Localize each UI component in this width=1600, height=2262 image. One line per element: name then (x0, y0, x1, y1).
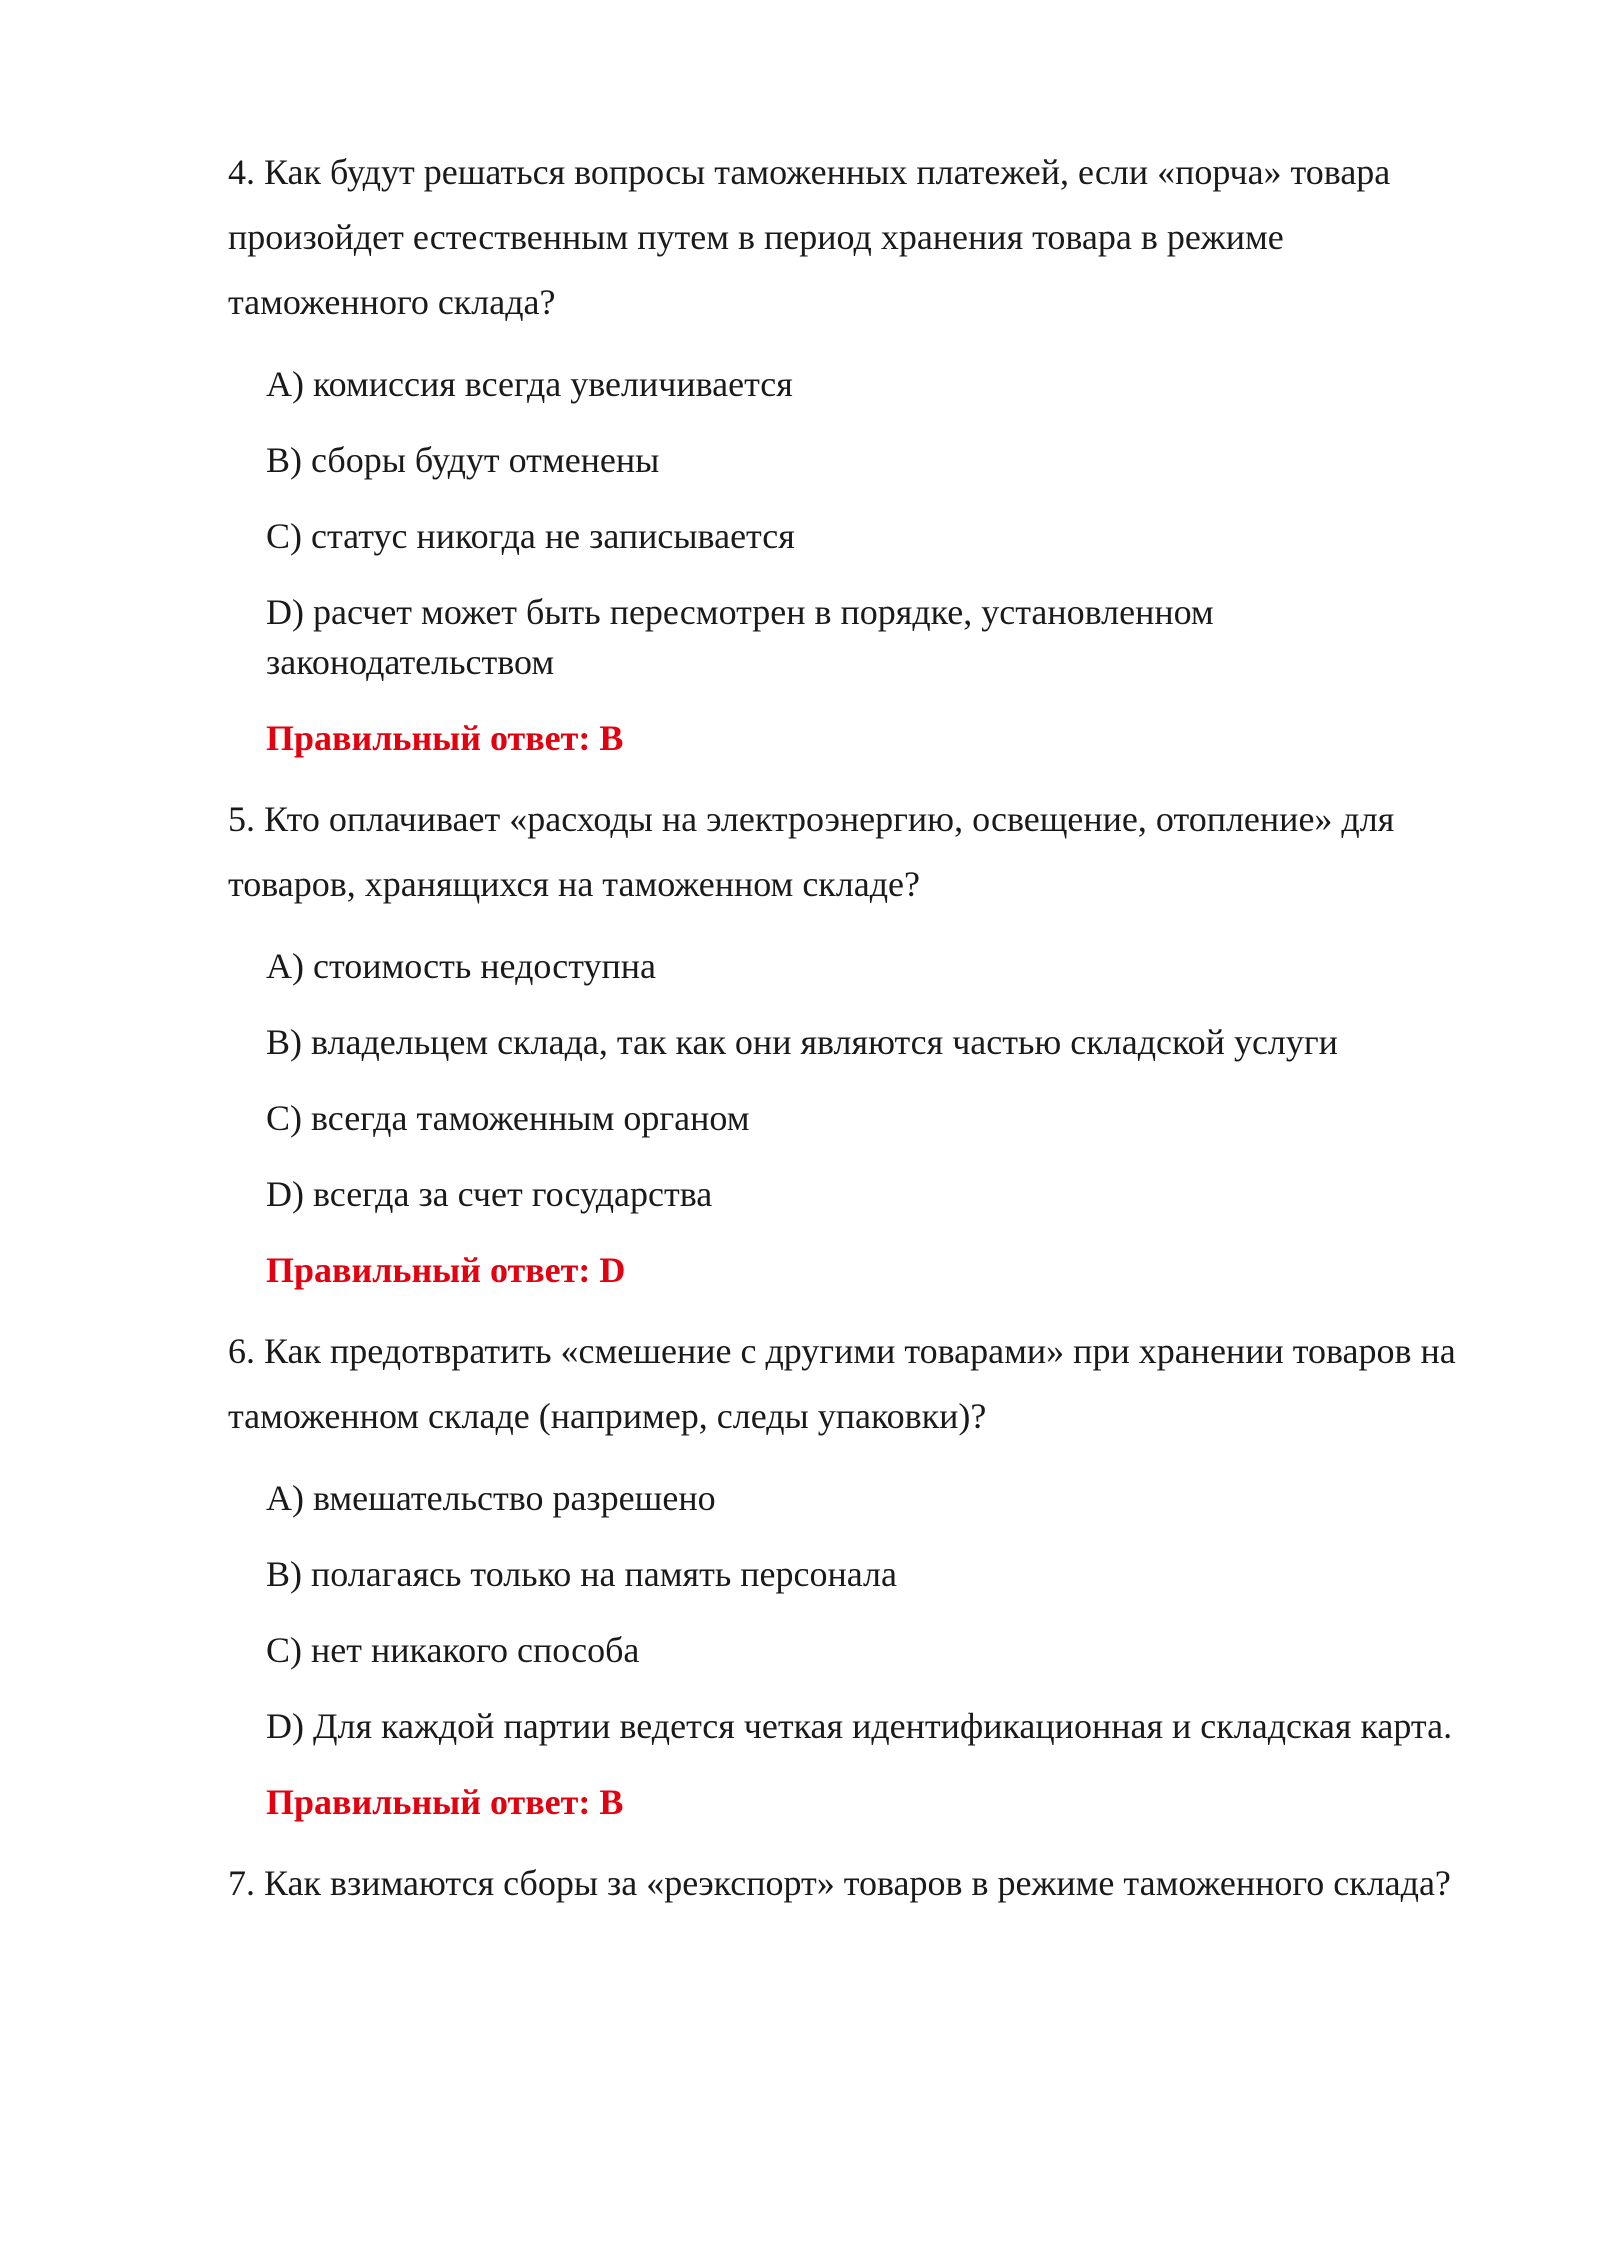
option-b: B) владельцем склада, так как они являются частью складской услуги (266, 1022, 1338, 1062)
option-c: C) всегда таможенным органом (266, 1098, 750, 1138)
option-c: C) статус никогда не записывается (266, 516, 795, 556)
question-block-5 (228, 787, 1478, 1295)
question-block-4 (228, 140, 1478, 763)
document-page (228, 140, 1478, 1916)
question-block-6 (228, 1319, 1478, 1827)
option-b: B) сборы будут отменены (266, 440, 660, 480)
correct-answer: Правильный ответ: B (266, 1782, 624, 1822)
option-b: B) полагаясь только на память персонала (266, 1554, 897, 1594)
option-d: D) всегда за счет государства (266, 1174, 713, 1214)
option-a: A) комиссия всегда увеличивается (266, 364, 793, 404)
question-block-7 (228, 1851, 1478, 1916)
question-text: 7. Как взимаются сборы за «реэкспорт» товаров в режиме таможенного склада? (228, 1863, 1451, 1903)
option-d: D) расчет может быть пересмотрен в порядке, установленном законодательством (266, 592, 1214, 682)
question-text: 5. Кто оплачивает «расходы на электроэнергию, освещение, отопление» для товаров, хранящихся на таможенном складе? (228, 799, 1395, 904)
question-text: 6. Как предотвратить «смешение с другими товарами» при хранении товаров на таможенном складе (например, следы упаковки)? (228, 1331, 1456, 1436)
option-c: C) нет никакого способа (266, 1630, 640, 1670)
option-d: D) Для каждой партии ведется четкая идентификационная и складская карта. (266, 1706, 1453, 1746)
option-a: A) стоимость недоступна (266, 946, 657, 986)
option-a: A) вмешательство разрешено (266, 1478, 716, 1518)
options-list (228, 941, 1478, 1295)
options-list (228, 359, 1478, 763)
correct-answer: Правильный ответ: B (266, 718, 624, 758)
question-text: 4. Как будут решаться вопросы таможенных платежей, если «порча» товара произойдет естественным путем в период хранения товара в режиме таможенного склада? (228, 152, 1391, 322)
options-list (228, 1473, 1478, 1827)
correct-answer: Правильный ответ: D (266, 1250, 626, 1290)
